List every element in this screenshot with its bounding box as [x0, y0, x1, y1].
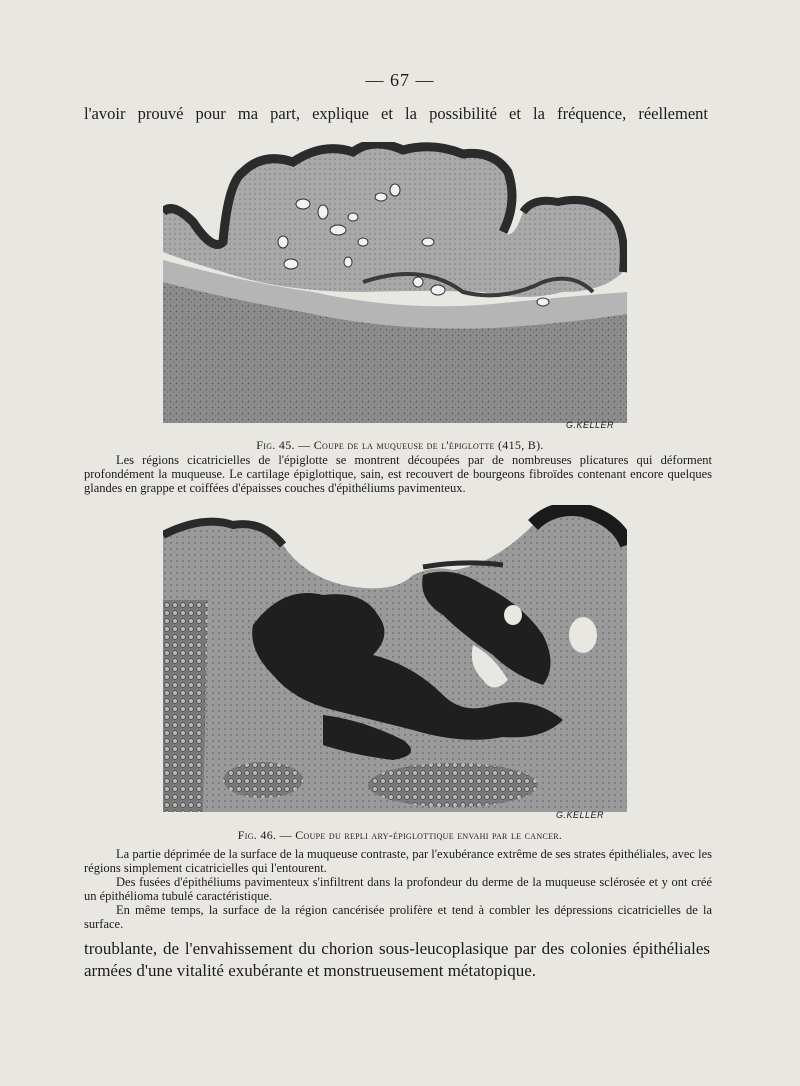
top-text-line: l'avoir prouvé pour ma part, explique et la possibilité et la fréquence, réellement — [84, 104, 708, 123]
figure-46-signature: G.KELLER — [556, 810, 605, 820]
bottom-paragraph: troublante, de l'envahissement du chorion sous-leucoplasique par des colonies épithéliales armées d'une vitalité exubérante et monstrueusement métatopique. — [84, 939, 710, 980]
figure-46-caption-paragraph: Des fusées d'épithéliums pavimenteux s'infiltrent dans la profondeur du derme de la muqueuse sclérosée et y ont créé un épithélioma tubulé caractéristique. — [84, 875, 712, 903]
figure-46-illustration — [163, 505, 627, 812]
figure-45-caption — [84, 453, 712, 495]
figure-46-caption-paragraph: La partie déprimée de la surface de la muqueuse contraste, par l'exubérance extrême de ses strates épithéliales, avec les régions simplement cicatricielles qui l'entourent. — [84, 847, 712, 875]
figure-45-signature: G.KELLER — [566, 420, 615, 430]
figure-45-illustration — [163, 142, 627, 423]
figure-46-caption-paragraph: En même temps, la surface de la région cancérisée prolifère et tend à combler les dépressions cicatricielles de la surface. — [84, 903, 712, 931]
figure-46-caption — [84, 847, 712, 931]
page-number: — 67 — — [365, 70, 435, 90]
figure-45-label: Fig. 45. — Coupe de la muqueuse de l'épiglotte (415, B). — [256, 438, 544, 452]
figure-45-caption-text: Les régions cicatricielles de l'épiglotte se montrent découpées par de nombreuses plicatures qui déforment profondément la muqueuse. Le cartilage épiglottique, sain, est recouvert de bourgeons fibroïdes contenant encore quelques glandes en grappe et coiffées d'épaisses couches d'épithéliums pavimenteux. — [84, 453, 712, 495]
figure-46-label: Fig. 46. — Coupe du repli ary-épiglottique envahi par le cancer. — [237, 828, 563, 842]
